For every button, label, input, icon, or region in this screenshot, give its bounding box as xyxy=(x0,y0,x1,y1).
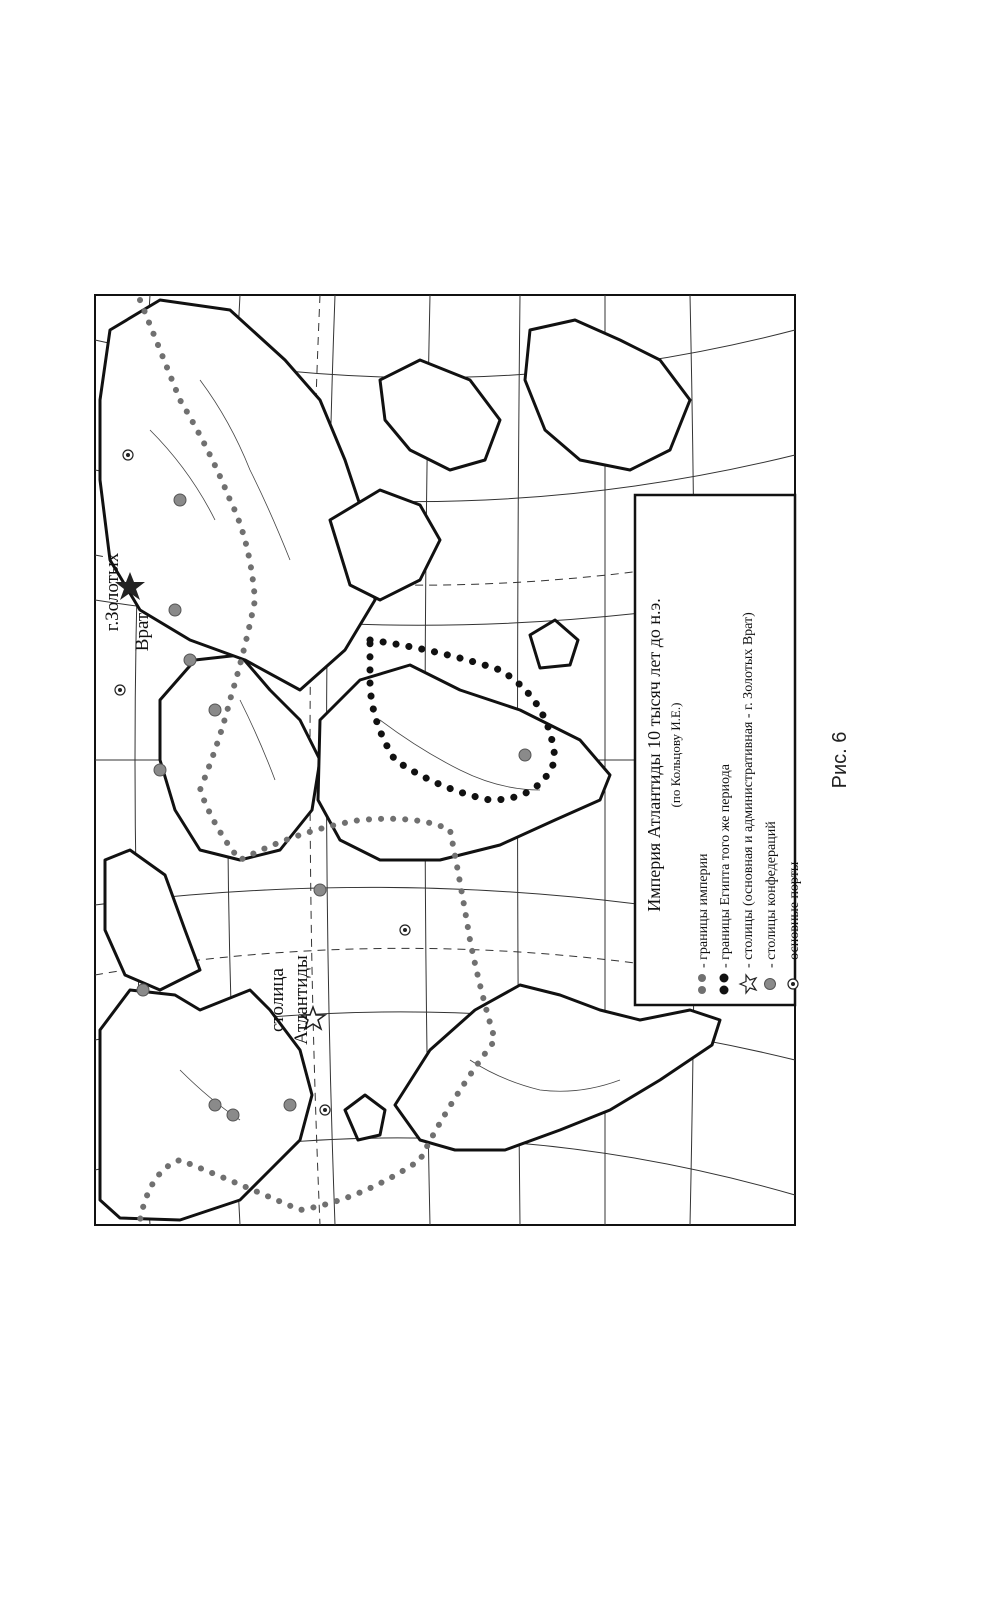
atlantis-label-line2: Атлантиды xyxy=(291,955,312,1045)
legend-item-ports: - основные порты xyxy=(787,861,802,968)
confederation-capital-marker xyxy=(209,704,221,716)
legend-egypt-border-swatch xyxy=(720,986,729,995)
legend-subtitle: (по Кольцову И.Е.) xyxy=(668,702,683,808)
port-marker xyxy=(320,1105,330,1115)
legend-empire-border-swatch xyxy=(698,986,706,994)
confederation-capital-marker xyxy=(154,764,166,776)
atlantis-label-line1: столица xyxy=(267,968,288,1032)
figure-caption-text: Рис. 6 xyxy=(829,731,851,789)
legend xyxy=(635,495,802,1005)
confederation-capital-marker xyxy=(184,654,196,666)
legend-title: Империя Атлантиды 10 тысяч лет до н.э. xyxy=(644,598,664,912)
confederation-capital-marker xyxy=(137,984,149,996)
legend-item-egypt-border: - границы Египта того же периода xyxy=(718,764,733,968)
legend-item-empire-border: - границы империи xyxy=(696,853,711,968)
confederation-capital-marker xyxy=(314,884,326,896)
port-marker xyxy=(123,450,133,460)
legend-item-capitals: - столицы (основная и административная - г. Золотых Врат) xyxy=(741,612,756,968)
figure-caption xyxy=(829,732,851,789)
confederation-capital-marker xyxy=(174,494,186,506)
golden-gate-label-line2: Врат xyxy=(132,612,153,652)
golden-gate-label-line1: г.Золотых xyxy=(102,552,123,632)
confederation-capital-marker xyxy=(519,749,531,761)
port-marker xyxy=(115,685,125,695)
confederation-capital-marker xyxy=(284,1099,296,1111)
confederation-capital-marker xyxy=(169,604,181,616)
confederation-capital-marker xyxy=(227,1109,239,1121)
port-marker xyxy=(400,925,410,935)
legend-item-confederation-capitals: - столицы конфедераций xyxy=(764,821,779,968)
confederation-capital-marker xyxy=(209,1099,221,1111)
legend-confederation-capital-swatch xyxy=(765,979,776,990)
